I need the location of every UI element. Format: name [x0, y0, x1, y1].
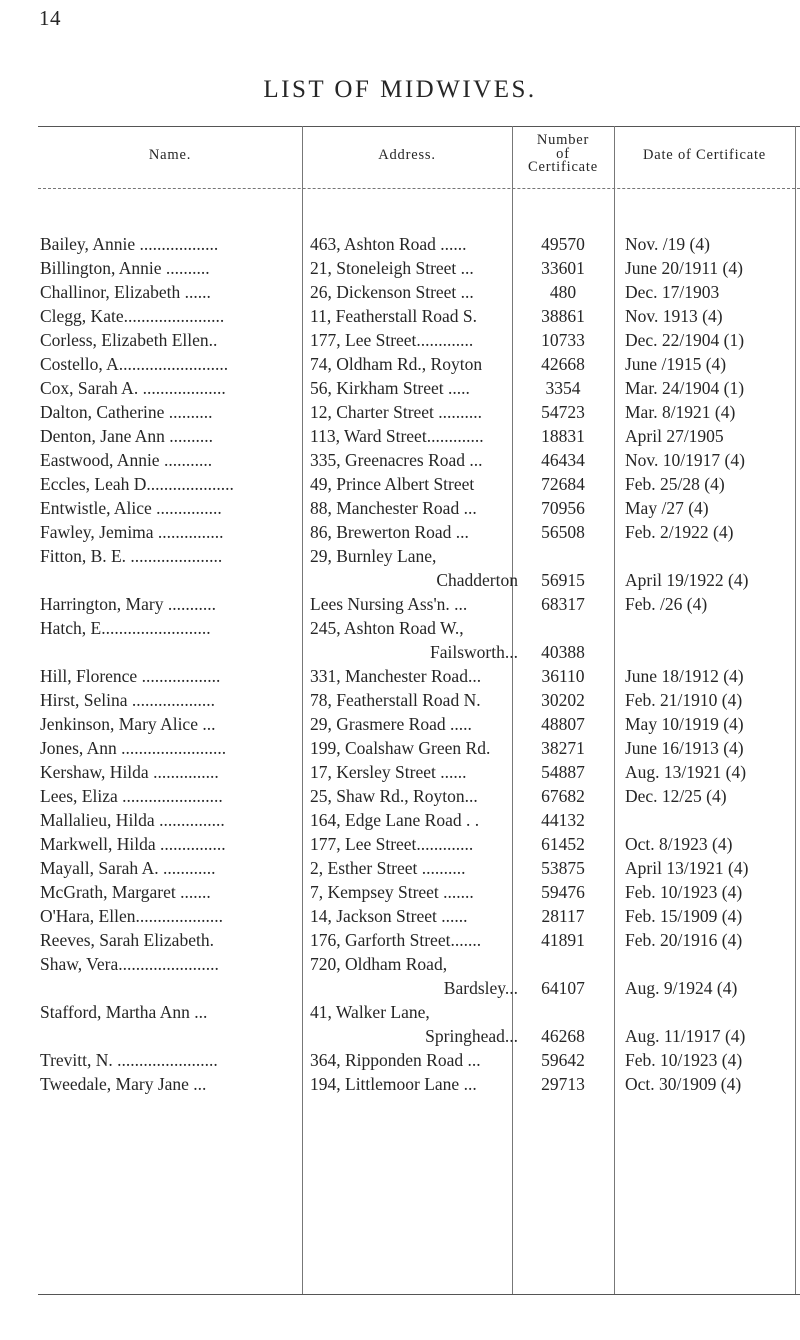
midwife-address — [310, 808, 518, 832]
midwife-name: Costello, A......................... — [40, 354, 229, 374]
midwife-address — [310, 688, 518, 712]
midwife-name: Trevitt, N. ....................... — [40, 1050, 218, 1070]
table-row — [0, 832, 800, 856]
midwife-name: Tweedale, Mary Jane ... — [40, 1074, 207, 1094]
certificate-date: Oct. 8/1923 (4) — [625, 834, 733, 854]
midwife-address — [310, 520, 518, 544]
midwife-name: Entwistle, Alice ............... — [40, 498, 222, 518]
certificate-date: May 10/1919 (4) — [625, 714, 744, 734]
certificate-number: 61452 — [541, 834, 585, 854]
certificate-date: Nov. /19 (4) — [625, 234, 710, 254]
certificate-date: Feb. /26 (4) — [625, 594, 708, 614]
certificate-date: June /1915 (4) — [625, 354, 727, 374]
midwife-address — [310, 328, 518, 352]
table-row — [0, 1072, 800, 1096]
midwife-address — [310, 760, 518, 784]
midwife-name: Hatch, E......................... — [40, 618, 211, 638]
midwife-address — [310, 544, 518, 590]
address-line2: Failsworth... — [430, 642, 518, 662]
address-line1: Lees Nursing Ass'n. ... — [310, 594, 468, 614]
midwife-name: Markwell, Hilda ............... — [40, 834, 226, 854]
address-line1: 29, Burnley Lane, — [310, 546, 437, 566]
midwife-address — [310, 592, 518, 616]
page-number: 14 — [39, 6, 61, 30]
table-row — [0, 904, 800, 928]
certificate-number: 54887 — [541, 762, 585, 782]
certificate-number: 59642 — [541, 1050, 585, 1070]
certificate-date: Aug. 13/1921 (4) — [625, 762, 747, 782]
address-line1: 49, Prince Albert Street — [310, 474, 475, 494]
certificate-date: Feb. 20/1916 (4) — [625, 930, 743, 950]
midwife-name: Mallalieu, Hilda ............... — [40, 810, 225, 830]
midwife-address — [310, 352, 518, 376]
certificate-date: Feb. 15/1909 (4) — [625, 906, 743, 926]
midwife-address — [310, 616, 518, 662]
certificate-date: Aug. 11/1917 (4) — [625, 1026, 746, 1046]
certificate-number: 29713 — [541, 1074, 585, 1094]
table-row — [0, 760, 800, 784]
certificate-date: Feb. 2/1922 (4) — [625, 522, 734, 542]
certificate-number: 54723 — [541, 402, 585, 422]
table-row — [0, 664, 800, 688]
certificate-number: 59476 — [541, 882, 585, 902]
midwife-name: Kershaw, Hilda ............... — [40, 762, 219, 782]
midwife-name: Challinor, Elizabeth ...... — [40, 282, 211, 302]
address-line2: Bardsley... — [443, 978, 518, 998]
midwife-name: Shaw, Vera....................... — [40, 954, 219, 974]
certificate-date: Feb. 10/1923 (4) — [625, 882, 743, 902]
table-row — [0, 1000, 800, 1048]
table-row — [0, 688, 800, 712]
table-row — [0, 784, 800, 808]
midwife-address — [310, 712, 518, 736]
midwife-name: Clegg, Kate....................... — [40, 306, 225, 326]
certificate-number: 30202 — [541, 690, 585, 710]
midwife-address — [310, 280, 518, 304]
header-address: Address. — [378, 147, 436, 163]
midwife-address — [310, 784, 518, 808]
address-line1: 245, Ashton Road W., — [310, 618, 464, 638]
table-row — [0, 280, 800, 304]
address-line1: 177, Lee Street............. — [310, 834, 474, 854]
table-row — [0, 736, 800, 760]
certificate-number: 40388 — [541, 642, 585, 662]
midwife-address — [310, 1000, 518, 1046]
midwife-name: Harrington, Mary ........... — [40, 594, 216, 614]
midwife-address — [310, 664, 518, 688]
address-line1: 25, Shaw Rd., Royton... — [310, 786, 478, 806]
table-row — [0, 256, 800, 280]
midwife-address — [310, 904, 518, 928]
midwife-address — [310, 448, 518, 472]
certificate-date: June 18/1912 (4) — [625, 666, 744, 686]
table-row — [0, 1048, 800, 1072]
certificate-date: Dec. 17/1903 — [625, 282, 720, 302]
midwife-name: Eccles, Leah D.................... — [40, 474, 234, 494]
certificate-number: 49570 — [541, 234, 585, 254]
table-row — [0, 424, 800, 448]
midwife-name: Corless, Elizabeth Ellen.. — [40, 330, 218, 350]
address-line1: 17, Kersley Street ...... — [310, 762, 467, 782]
header-date: Date of Certificate — [642, 147, 767, 163]
midwife-address — [310, 880, 518, 904]
certificate-number: 72684 — [541, 474, 585, 494]
midwife-address — [310, 1072, 518, 1096]
certificate-date: April 27/1905 — [625, 426, 724, 446]
header-number-line2: of — [556, 145, 570, 162]
midwife-name: Lees, Eliza ....................... — [40, 786, 223, 806]
certificate-number: 38861 — [541, 306, 585, 326]
table-row — [0, 448, 800, 472]
certificate-date: Dec. 22/1904 (1) — [625, 330, 745, 350]
certificate-number: 41891 — [541, 930, 585, 950]
midwife-address — [310, 856, 518, 880]
midwife-address — [310, 1048, 518, 1072]
address-line1: 463, Ashton Road ...... — [310, 234, 467, 254]
midwife-address — [310, 952, 518, 998]
page-title: LIST OF MIDWIVES. — [263, 76, 537, 103]
certificate-number: 480 — [549, 282, 577, 302]
table-row — [0, 304, 800, 328]
table-row — [0, 472, 800, 496]
certificate-date: June 20/1911 (4) — [625, 258, 743, 278]
certificate-date: April 19/1922 (4) — [625, 570, 749, 590]
certificate-date: Feb. 25/28 (4) — [625, 474, 725, 494]
table-row — [0, 544, 800, 592]
table-bottom-rule — [38, 1294, 800, 1295]
midwife-name: McGrath, Margaret ....... — [40, 882, 211, 902]
certificate-date: Dec. 12/25 (4) — [625, 786, 727, 806]
midwife-address — [310, 832, 518, 856]
midwife-address — [310, 928, 518, 952]
midwife-address — [310, 736, 518, 760]
address-line1: 194, Littlemoor Lane ... — [310, 1074, 477, 1094]
address-line1: 56, Kirkham Street ..... — [310, 378, 470, 398]
midwife-name: Jones, Ann ........................ — [40, 738, 227, 758]
table-row — [0, 352, 800, 376]
table-row — [0, 376, 800, 400]
address-line1: 86, Brewerton Road ... — [310, 522, 469, 542]
certificate-number: 67682 — [541, 786, 585, 806]
certificate-date: June 16/1913 (4) — [625, 738, 744, 758]
table-row — [0, 520, 800, 544]
certificate-number: 46434 — [541, 450, 585, 470]
certificate-date: Nov. 10/1917 (4) — [625, 450, 745, 470]
certificate-number: 44132 — [541, 810, 585, 830]
table-top-rule — [38, 126, 800, 127]
certificate-number: 42668 — [541, 354, 585, 374]
table-row — [0, 496, 800, 520]
address-line1: 88, Manchester Road ... — [310, 498, 477, 518]
header-number — [512, 134, 614, 175]
table-row — [0, 328, 800, 352]
midwife-name: Denton, Jane Ann .......... — [40, 426, 214, 446]
midwife-name: Mayall, Sarah A. ............ — [40, 858, 216, 878]
certificate-number: 36110 — [541, 666, 585, 686]
address-line1: 74, Oldham Rd., Royton — [310, 354, 483, 374]
address-line1: 176, Garforth Street....... — [310, 930, 482, 950]
midwife-address — [310, 400, 518, 424]
table-row — [0, 928, 800, 952]
midwife-name: Fitton, B. E. ..................... — [40, 546, 223, 566]
certificate-date: Feb. 21/1910 (4) — [625, 690, 743, 710]
midwife-name: Billington, Annie .......... — [40, 258, 210, 278]
address-line1: 364, Ripponden Road ... — [310, 1050, 481, 1070]
table-row — [0, 808, 800, 832]
midwife-address — [310, 496, 518, 520]
address-line1: 78, Featherstall Road N. — [310, 690, 481, 710]
table-row — [0, 856, 800, 880]
certificate-date: Mar. 24/1904 (1) — [625, 378, 745, 398]
midwife-name: Dalton, Catherine .......... — [40, 402, 213, 422]
certificate-date: Mar. 8/1921 (4) — [625, 402, 736, 422]
address-line1: 7, Kempsey Street ....... — [310, 882, 474, 902]
midwife-name: Bailey, Annie .................. — [40, 234, 219, 254]
address-line1: 164, Edge Lane Road . . — [310, 810, 480, 830]
midwife-address — [310, 472, 518, 496]
header-bottom-rule — [38, 188, 800, 189]
certificate-date: Oct. 30/1909 (4) — [625, 1074, 742, 1094]
certificate-number: 64107 — [541, 978, 585, 998]
midwife-address — [310, 376, 518, 400]
certificate-date: April 13/1921 (4) — [625, 858, 749, 878]
midwife-name: O'Hara, Ellen.................... — [40, 906, 223, 926]
table-row — [0, 712, 800, 736]
certificate-number: 33601 — [541, 258, 585, 278]
certificate-number: 56915 — [541, 570, 585, 590]
midwife-name: Reeves, Sarah Elizabeth. — [40, 930, 214, 950]
midwife-name: Hill, Florence .................. — [40, 666, 221, 686]
certificate-number: 70956 — [541, 498, 585, 518]
certificate-date: Feb. 10/1923 (4) — [625, 1050, 743, 1070]
address-line1: 720, Oldham Road, — [310, 954, 448, 974]
header-name: Name. — [148, 147, 192, 163]
address-line2: Chadderton — [436, 570, 518, 590]
midwife-name: Eastwood, Annie ........... — [40, 450, 213, 470]
address-line1: 199, Coalshaw Green Rd. — [310, 738, 491, 758]
certificate-number: 56508 — [541, 522, 585, 542]
address-line1: 12, Charter Street .......... — [310, 402, 483, 422]
midwife-name: Fawley, Jemima ............... — [40, 522, 224, 542]
address-line1: 14, Jackson Street ...... — [310, 906, 468, 926]
header-number-line3: Certificate — [528, 159, 598, 175]
table-row — [0, 592, 800, 616]
midwife-name: Hirst, Selina ................... — [40, 690, 215, 710]
address-line1: 2, Esther Street .......... — [310, 858, 466, 878]
midwife-address — [310, 232, 518, 256]
table-row — [0, 952, 800, 1000]
certificate-number: 46268 — [541, 1026, 585, 1046]
address-line1: 11, Featherstall Road S. — [310, 306, 478, 326]
address-line1: 113, Ward Street............. — [310, 426, 484, 446]
midwife-address — [310, 256, 518, 280]
certificate-number: 10733 — [541, 330, 585, 350]
midwife-address — [310, 304, 518, 328]
address-line1: 29, Grasmere Road ..... — [310, 714, 472, 734]
midwife-address — [310, 424, 518, 448]
certificate-number: 3354 — [545, 378, 581, 398]
certificate-date: May /27 (4) — [625, 498, 709, 518]
certificate-number: 53875 — [541, 858, 585, 878]
table-row — [0, 880, 800, 904]
midwife-name: Stafford, Martha Ann ... — [40, 1002, 208, 1022]
address-line1: 331, Manchester Road... — [310, 666, 482, 686]
certificate-date: Nov. 1913 (4) — [625, 306, 723, 326]
address-line2: Springhead... — [425, 1026, 518, 1046]
table-row — [0, 616, 800, 664]
certificate-number: 18831 — [541, 426, 585, 446]
address-line1: 41, Walker Lane, — [310, 1002, 430, 1022]
address-line1: 26, Dickenson Street ... — [310, 282, 474, 302]
certificate-number: 48807 — [541, 714, 585, 734]
certificate-number: 68317 — [541, 594, 585, 614]
table-row — [0, 400, 800, 424]
midwife-name: Cox, Sarah A. ................... — [40, 378, 226, 398]
certificate-number: 38271 — [541, 738, 585, 758]
table-row — [0, 232, 800, 256]
address-line1: 21, Stoneleigh Street ... — [310, 258, 474, 278]
certificate-number: 28117 — [541, 906, 585, 926]
address-line1: 177, Lee Street............. — [310, 330, 474, 350]
header-number-line1: Number — [536, 132, 590, 148]
midwife-name: Jenkinson, Mary Alice ... — [40, 714, 216, 734]
certificate-date: Aug. 9/1924 (4) — [625, 978, 738, 998]
address-line1: 335, Greenacres Road ... — [310, 450, 483, 470]
